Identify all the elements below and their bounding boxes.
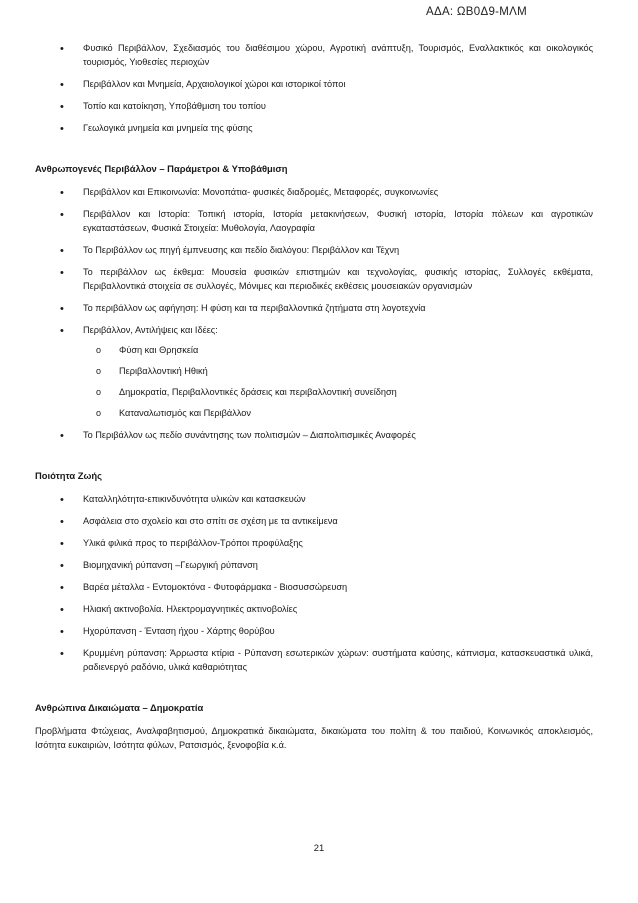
section-anthropogenic: [35, 162, 593, 443]
sub-list-item: o Δημοκρατία, Περιβαλλοντικές δράσεις και περιβαλλοντική συνείδηση: [83, 386, 593, 400]
section-heading: Ανθρωπογενές Περιβάλλον – Παράμετροι & Υποβάθμιση: [35, 162, 288, 174]
paragraph: Προβλήματα Φτώχειας, Αναλφαβητισμού, Δημοκρατικά δικαιώματα, δικαιώματα του πολίτη & του παιδιού, Κοινωνικός αποκλεισμός, Ισότητα ευκαιριών, Ισότητα φύλων, Ρατσισμός, ξενοφοβία κ.ά.: [35, 726, 593, 751]
section-heading: Ανθρώπινα Δικαιώματα – Δημοκρατία: [35, 702, 204, 714]
list-item: • Βαρέα μέταλλα - Εντομοκτόνα - Φυτοφάρμακα - Βιοσυσσώρευση: [47, 581, 593, 595]
section-human-rights: [35, 701, 593, 753]
sub-list-item: o Φύση και Θρησκεία: [83, 344, 593, 358]
list-item: • Κρυμμένη ρύπανση: Άρρωστα κτίρια - Ρύπανση εσωτερικών χώρων: συστήματα καύσης, κάπνισμα, κατασκευαστικά υλικά, ραδιενεργό ραδόνιο, υλικά καθαριότητας: [47, 647, 593, 675]
list-item: • Περιβάλλον και Ιστορία: Τοπική ιστορία, Ιστορία μετακινήσεων, Φυσική ιστορία, Ιστορία πόλεων και αγροτικών εγκαταστάσεων, Φυσικά Στοιχεία: Μυθολογία, Λαογραφία: [47, 208, 593, 236]
list-item: • Το περιβάλλον ως αφήγηση: Η φύση και τα περιβαλλοντικά ζητήματα στη λογοτεχνία: [47, 302, 593, 316]
list-item: • Ηχορύπανση - Ένταση ήχου - Χάρτης θορύβου: [47, 625, 593, 639]
sub-list: [83, 344, 593, 421]
list-item: • Περιβάλλον και Μνημεία, Αρχαιολογικοί χώροι και ιστορικοί τόποι: [47, 78, 593, 92]
sub-list-item: o Περιβαλλοντική Ηθική: [83, 365, 593, 379]
page-number: 21: [313, 842, 325, 853]
section-heading: Ποιότητα Ζωής: [35, 470, 103, 482]
list-item: • Περιβάλλον και Επικοινωνία: Μονοπάτια- φυσικές διαδρομές, Μεταφορές, συγκοινωνίες: [47, 186, 593, 200]
list-item: • Γεωλογικά μνημεία και μνημεία της φύσης: [47, 122, 593, 136]
list-item: • Το Περιβάλλον ως πηγή έμπνευσης και πεδίο διαλόγου: Περιβάλλον και Τέχνη: [47, 244, 593, 258]
list-item: • Υλικά φιλικά προς το περιβάλλον-Τρόποι προφύλαξης: [47, 537, 593, 551]
list-item: • Ασφάλεια στο σχολείο και στο σπίτι σε σχέση με τα αντικείμενα: [47, 515, 593, 529]
list-item: • Το Περιβάλλον ως πεδίο συνάντησης των πολιτισμών – Διαπολιτισμικές Αναφορές: [47, 429, 593, 443]
document-body: [35, 42, 593, 753]
list-item: • Τοπίο και κατοίκηση, Υποβάθμιση του τοπίου: [47, 100, 593, 114]
ada-code: ΑΔΑ: ΩΒ0Δ9-ΜΛΜ: [426, 6, 528, 18]
section-list: [47, 186, 593, 443]
list-item: • Ηλιακή ακτινοβολία. Ηλεκτρομαγνητικές ακτινοβολίες: [47, 603, 593, 617]
sub-list-item: o Καταναλωτισμός και Περιβάλλον: [83, 407, 593, 421]
list-item: • Καταλληλότητα-επικινδυνότητα υλικών και κατασκευών: [47, 493, 593, 507]
section-quality-of-life: [35, 469, 593, 675]
section-list: [47, 493, 593, 675]
list-item-text: Περιβάλλον, Αντιλήψεις και Ιδέες:: [83, 325, 218, 336]
list-item-with-sublist: [47, 324, 593, 421]
intro-list: [47, 42, 593, 136]
list-item: • Φυσικό Περιβάλλον, Σχεδιασμός του διαθέσιμου χώρου, Αγροτική ανάπτυξη, Τουρισμός, Εναλλακτικός και οικολογικός τουρισμός, Υιοθεσίες περιοχών: [47, 42, 593, 70]
list-item: • Το περιβάλλον ως έκθεμα: Μουσεία φυσικών επιστημών και τεχνολογίας, φυσικής ιστορίας, Συλλογές εκθέματα, Περιβαλλοντικά στοιχεία σε συλλογές, Μόνιμες και περιοδικές εκθέσεις μουσειακών οργανισμών: [47, 266, 593, 294]
list-item: • Βιομηχανική ρύπανση –Γεωργική ρύπανση: [47, 559, 593, 573]
